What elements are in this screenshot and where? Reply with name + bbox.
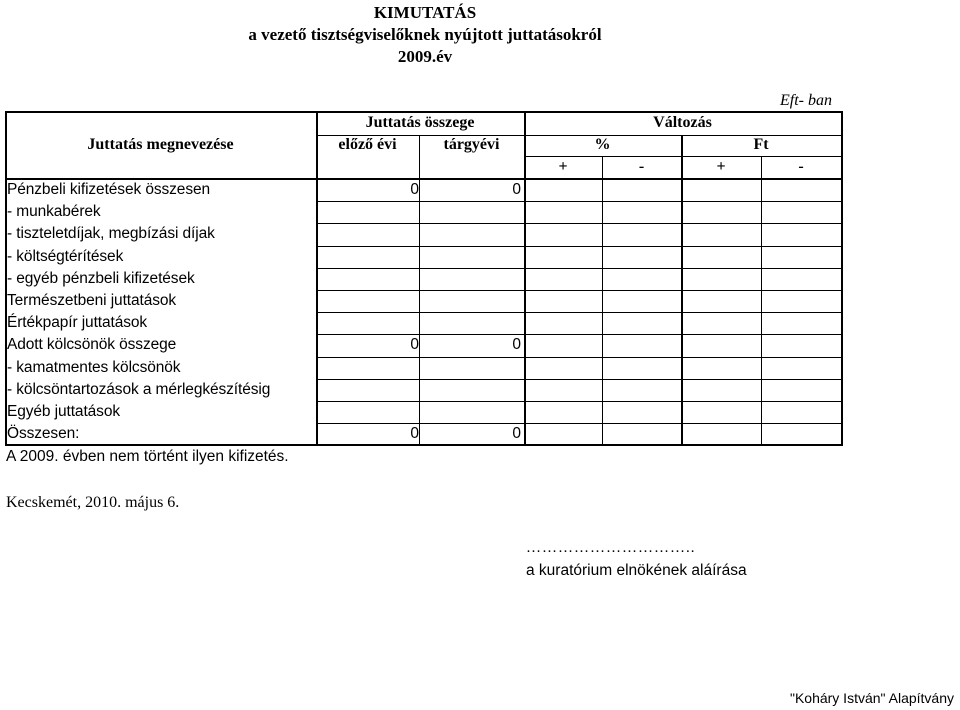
header-ft-plus: +	[716, 158, 726, 175]
col-divider-pct-plus	[602, 156, 603, 446]
benefits-table	[5, 111, 843, 446]
document-subtitle: a vezető tisztségviselőknek nyújtott juttatásokról	[248, 25, 602, 44]
previous-year-value: 0	[410, 181, 419, 198]
foundation-name: "Koháry István" Alapítvány	[789, 690, 954, 706]
row-label: Pénzbeli kifizetések összesen	[7, 181, 211, 198]
header-benefit-amount: Juttatás összege	[365, 114, 475, 131]
signature-label: a kuratórium elnökének aláírása	[526, 562, 747, 579]
header-pct-plus: +	[558, 158, 568, 175]
row-label: - kölcsöntartozások a mérlegkészítésig	[7, 380, 271, 398]
document-year: 2009.év	[397, 47, 453, 66]
header-current-year: tárgyévi	[443, 136, 500, 153]
row-divider	[316, 268, 843, 269]
row-divider	[316, 223, 843, 224]
header-ft: Ft	[753, 136, 769, 153]
row-divider	[316, 246, 843, 247]
row-label: - egyéb pénzbeli kifizetések	[7, 269, 195, 287]
row-label: - munkabérek	[7, 203, 101, 221]
current-year-value: 0	[512, 425, 521, 443]
row-label: Természetbeni juttatások	[7, 292, 177, 309]
table-right-border	[841, 111, 843, 446]
table-bottom-border	[5, 444, 843, 446]
row-divider	[316, 379, 843, 380]
row-divider	[316, 201, 843, 202]
signature-line: …………………………..	[526, 540, 696, 556]
current-year-value: 0	[512, 336, 521, 354]
previous-year-value: 0	[410, 425, 419, 443]
header-benefit-name: Juttatás megnevezése	[87, 136, 234, 153]
unit-label: Eft- ban	[780, 92, 832, 109]
row-divider	[316, 312, 843, 313]
row-label: - tiszteletdíjak, megbízási díjak	[7, 225, 215, 243]
col-divider-name	[316, 111, 318, 446]
header-change: Változás	[653, 114, 712, 131]
header-pct-minus: -	[638, 158, 645, 175]
row-label: Egyéb juttatások	[7, 403, 121, 420]
previous-year-value: 0	[410, 336, 419, 354]
row-divider	[316, 401, 843, 402]
document-header	[0, 2, 850, 68]
row-label: - kamatmentes kölcsönök	[7, 358, 181, 376]
row-label: Összesen:	[7, 425, 80, 443]
row-divider	[316, 357, 843, 358]
header-ft-minus: -	[798, 158, 804, 175]
row-label: Adott kölcsönök összege	[7, 336, 177, 354]
row-divider	[316, 290, 843, 291]
current-year-value: 0	[512, 181, 521, 198]
header-previous-year: előző évi	[338, 136, 397, 153]
col-divider-ft-plus	[761, 156, 762, 446]
document-title: KIMUTATÁS	[373, 3, 477, 22]
place-and-date: Kecskemét, 2010. május 6.	[6, 494, 180, 511]
no-payment-note: A 2009. évben nem történt ilyen kifizetés.	[6, 448, 289, 465]
row-label: - költségtérítések	[7, 247, 124, 265]
header-percent: %	[594, 136, 611, 153]
row-label: Értékpapír juttatások	[7, 314, 148, 332]
